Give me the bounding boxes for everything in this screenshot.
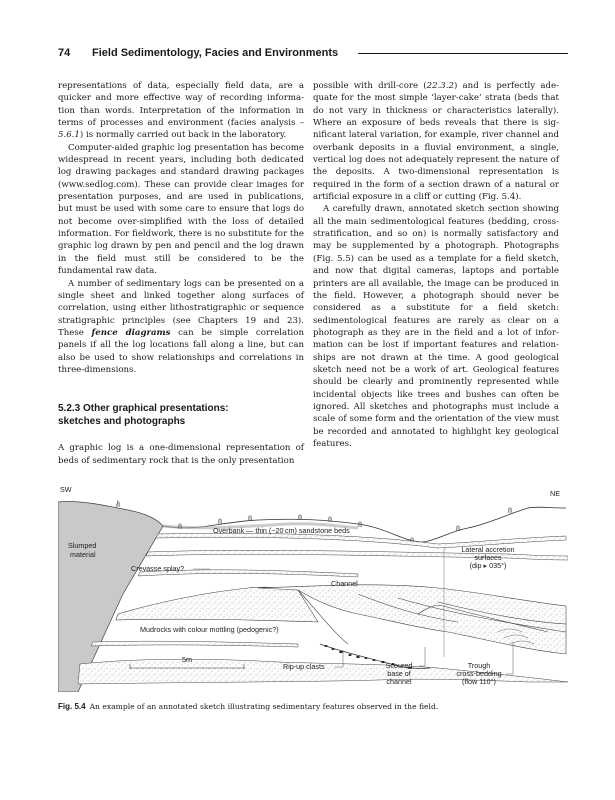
figure-sketch-section <box>58 482 568 692</box>
right-column <box>313 80 559 450</box>
label-channel: Channel <box>331 579 358 588</box>
text-run: possible with drill-core ( <box>313 81 427 91</box>
running-header <box>58 45 568 61</box>
label-overbank: Overbank — thin (~20 cm) sandstone beds <box>213 526 350 535</box>
header-rule <box>358 53 568 54</box>
section-reference: 5.6.1 <box>58 130 80 141</box>
paragraph <box>313 80 559 203</box>
figure-number: Fig. 5.4 <box>58 702 86 711</box>
label-trough-cross-bedding: cross-bedding <box>456 669 502 678</box>
scale-label: 5m <box>182 655 192 664</box>
caption-text: An example of an annotated sketch illustrating sedimentary features observed in the field. <box>89 702 439 711</box>
text-run: ) is normally carried out back in the laboratory. <box>79 130 287 141</box>
label-mudrocks: Mudrocks with colour mottling (pedogenic?) <box>140 625 279 634</box>
paragraph: A carefully drawn, annotated sketch section showing all the main sedimentological features (bedding, cross-stratification, and so on) is normally satisfactory and may be supplemented by a photograph. Photographs (Fig. 5.5) can be used as a template for a field sketch, and now that digital cameras, laptops and portable printers are all available, the image can be produced in the field. However, a photograph should never be considered as a substitute for a field sketch: sedimentological features are rarely as clear on a photograph as they are in the field and a lot of information can be lost if important features and relationships are not drawn at the time. A good geological sketch need not be a work of art. Geological features should be clearly and prominently represented while incidental objects like trees and bushes can often be ignored. All sketches and photographs must include a scale of some form and the orientation of the view must be recorded and annotated to highlight key geological features. <box>313 204 559 449</box>
section-reference: 22.3.2 <box>426 81 454 91</box>
section-heading-line: 5.2.3 Other graphical presentations: <box>58 403 229 415</box>
paragraph <box>58 80 304 142</box>
page-number: 74 <box>58 47 71 59</box>
section-heading <box>58 402 304 428</box>
running-title: Field Sedimentology, Facies and Environments <box>92 47 339 59</box>
text-run: representations of data, especially field data, are a quicker and more effective way of recording information than words. Interpretation of the information in terms of processes and environment (facies analysis – <box>58 81 304 129</box>
label-slumped-material: Slumped <box>68 541 97 550</box>
label-trough-cross-bedding: (flow 110°) <box>462 677 496 686</box>
label-lateral-accretion: surfaces <box>474 553 502 562</box>
orientation-ne: NE <box>550 489 560 498</box>
key-term: fence diagrams <box>91 327 171 338</box>
label-crevasse-splay: Crevasse splay? <box>131 564 185 573</box>
sandstone-bed <box>91 641 298 647</box>
crevasse-splay <box>116 587 318 622</box>
text-run: ) and is perfectly adequate for the most simple ‘layer-cake’ strata (beds that do not vary in thickness or characteristics laterally). Where an exposure of beds reveals that there is significant lateral variation, for example, river channel and overbank deposits in a fluvial environment, a single, vertical log does not adequately represent the nature of the deposits. A two-dimensional representation is required in the form of a section drawn of a natural or artificial exposure in a cliff or cutting (Fig. 5.4). <box>313 81 559 203</box>
label-trough-cross-bedding: Trough <box>467 661 491 670</box>
sketch-illustration <box>58 482 568 692</box>
section-heading-line: sketches and photographs <box>58 416 186 428</box>
paragraph: Computer-aided graphic log presentation has become widespread in recent years, including both dedicated log drawing packages and standard drawing packages (www.sedlog.com). These can provide clear images for presentation purposes, and are used in publications, but must be used with some care to ensure that logs do not become over-simplified with the loss of detailed information. For fieldwork, there is no substitute for the graphic log drawn by pen and pencil and the log drawn in the field must still be considered to be the fundamental raw data. <box>58 142 304 277</box>
label-lateral-accretion: (dip ▸ 035°) <box>469 561 507 570</box>
label-slumped-material: material <box>70 550 96 559</box>
paragraph <box>58 278 304 377</box>
label-scoured-base: channel <box>386 677 412 686</box>
left-column <box>58 80 304 467</box>
label-lateral-accretion: Lateral accretion <box>461 545 515 554</box>
label-rip-up-clasts: Rip-up clasts <box>283 662 325 671</box>
label-scoured-base: Scoured <box>385 661 413 670</box>
label-scoured-base: base of <box>387 669 411 678</box>
paragraph: A graphic log is a one-dimensional representation of beds of sedimentary rock that is the only presentation <box>58 443 304 466</box>
figure-caption <box>58 702 568 712</box>
text-run: A number of sedimentary logs can be presented on a single sheet and linked together along surfaces of correlation, using either lithostratigraphic or sequence stratigraphic principles (see Chapters 19 and 23). These <box>58 278 304 338</box>
text-run: can be simple correlation panels if all the log locations fall along a line, but can also be used to show relationships and correlations in three-dimensions. <box>58 327 304 375</box>
orientation-sw: SW <box>60 485 72 494</box>
